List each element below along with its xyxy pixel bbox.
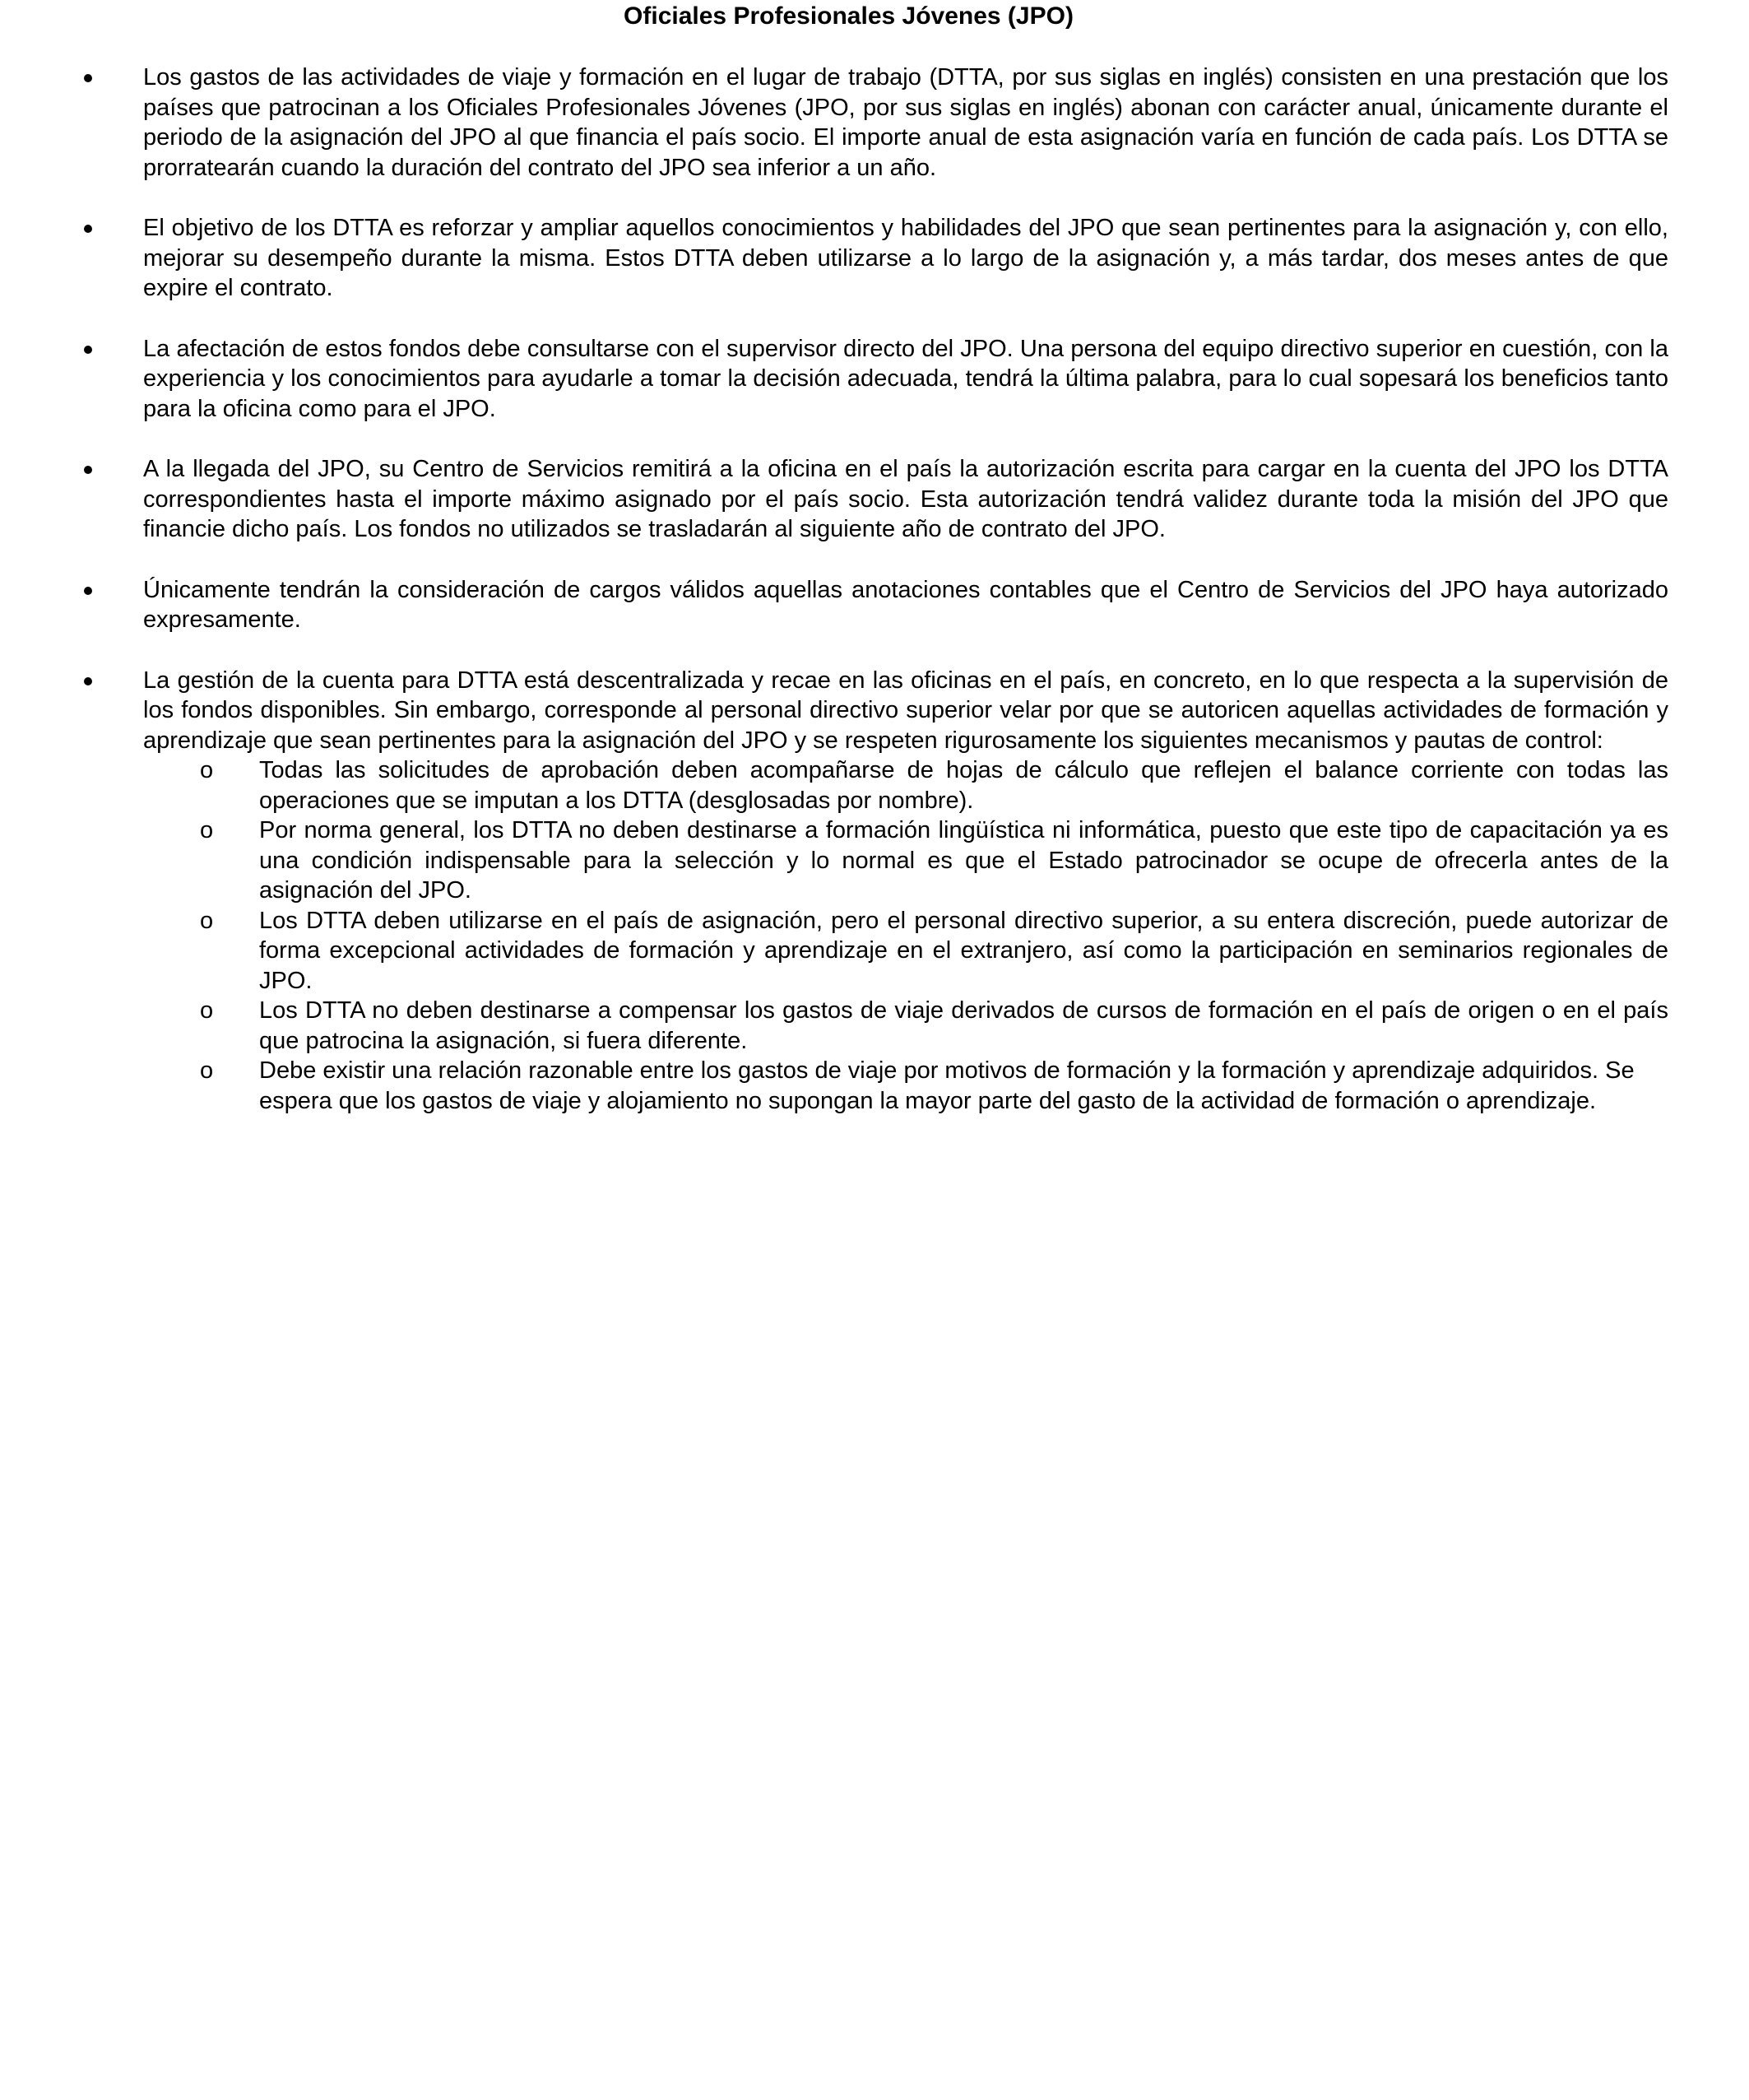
bullet-icon — [84, 466, 92, 474]
paragraph: A la llegada del JPO, su Centro de Servicios remitirá a la oficina en el país la autorización escrita para cargar en la cuenta del JPO los DTTA correspondientes hasta el importe máximo asignado por el país socio. Esta autorización tendrá validez durante toda la misión del JPO que financie dicho país. Los fondos no utilizados se trasladarán al siguiente año de contrato del JPO. — [143, 456, 1668, 542]
bullet-icon — [84, 225, 92, 233]
bullet-icon — [84, 346, 92, 354]
bullet-icon — [84, 587, 92, 595]
sub-paragraph: Todas las solicitudes de aprobación deben acompañarse de hojas de cálculo que reflejen el balance corriente con todas las operaciones que se imputan a los DTTA (desglosadas por nombre). — [259, 757, 1668, 814]
list-item — [0, 454, 1668, 545]
sub-paragraph: Por norma general, los DTTA no deben destinarse a formación lingüística ni informática, puesto que este tipo de capacitación ya es una condición indispensable para la selección y lo normal es que el Estado patrocinador se ocupe de ofrecerla antes de la asignación del JPO. — [259, 817, 1668, 904]
circle-bullet-icon: o — [200, 817, 214, 843]
circle-bullet-icon: o — [200, 1057, 214, 1084]
circle-bullet-icon: o — [200, 757, 214, 783]
circle-bullet-icon: o — [200, 907, 214, 934]
paragraph: Los gastos de las actividades de viaje y formación en el lugar de trabajo (DTTA, por sus siglas en inglés) consisten en una prestación que los países que patrocinan a los Oficiales Profesionales Jóvenes (JPO, por sus siglas en inglés) abonan con carácter anual, únicamente durante el periodo de la asignación del JPO al que financia el país socio. El importe anual de esta asignación varía en función de cada país. Los DTTA se prorratearán cuando la duración del contrato del JPO sea inferior a un año. — [143, 64, 1668, 181]
sub-list-item — [143, 906, 1668, 997]
sub-list-item — [143, 1056, 1668, 1116]
list-item — [0, 213, 1668, 304]
bullet-icon — [84, 677, 92, 685]
sub-list-item — [143, 815, 1668, 906]
sub-list-item — [143, 755, 1668, 815]
sub-list — [143, 755, 1668, 1116]
sub-paragraph: Los DTTA no deben destinarse a compensar los gastos de viaje derivados de cursos de formación en el país de origen o en el país que patrocina la asignación, si fuera diferente. — [259, 997, 1668, 1054]
sub-paragraph: Debe existir una relación razonable entre los gastos de viaje por motivos de formación y la formación y aprendizaje adquiridos. Se espera que los gastos de viaje y alojamiento no supongan la mayor parte del gasto de la actividad de formación o aprendizaje. — [259, 1057, 1635, 1114]
paragraph: La gestión de la cuenta para DTTA está descentralizada y recae en las oficinas en el país, en concreto, en lo que respecta a la supervisión de los fondos disponibles. Sin embargo, corresponde al personal directivo superior velar por que se autoricen aquellas actividades de formación y aprendizaje que sean pertinentes para la asignación del JPO y se respeten rigurosamente los siguientes mecanismos y pautas de control: — [143, 667, 1668, 754]
sub-list-item — [143, 996, 1668, 1056]
list-item — [0, 334, 1668, 425]
document-title: Oficiales Profesionales Jóvenes (JPO) — [624, 2, 1074, 30]
list-item — [0, 666, 1668, 1117]
paragraph: La afectación de estos fondos debe consultarse con el supervisor directo del JPO. Una persona del equipo directivo superior en cuestión, con la experiencia y los conocimientos para ayudarle a tomar la decisión adecuada, tendrá la última palabra, para lo cual sopesará los beneficios tanto para la oficina como para el JPO. — [143, 335, 1668, 422]
paragraph: El objetivo de los DTTA es reforzar y ampliar aquellos conocimientos y habilidades del JPO que sean pertinentes para la asignación y, con ello, mejorar su desempeño durante la misma. Estos DTTA deben utilizarse a lo largo de la asignación y, a más tardar, dos meses antes de que expire el contrato. — [143, 215, 1668, 301]
list-item — [0, 63, 1668, 183]
sub-paragraph: Los DTTA deben utilizarse en el país de asignación, pero el personal directivo superior, a su entera discreción, puede autorizar de forma excepcional actividades de formación y aprendizaje en el extranjero, así como la participación en seminarios regionales de JPO. — [259, 907, 1668, 994]
list-item — [0, 575, 1668, 635]
paragraph: Únicamente tendrán la consideración de cargos válidos aquellas anotaciones contables que el Centro de Servicios del JPO haya autorizado expresamente. — [143, 576, 1668, 633]
circle-bullet-icon: o — [200, 997, 214, 1024]
bullet-icon — [84, 74, 92, 82]
bullet-list — [0, 63, 1749, 1146]
